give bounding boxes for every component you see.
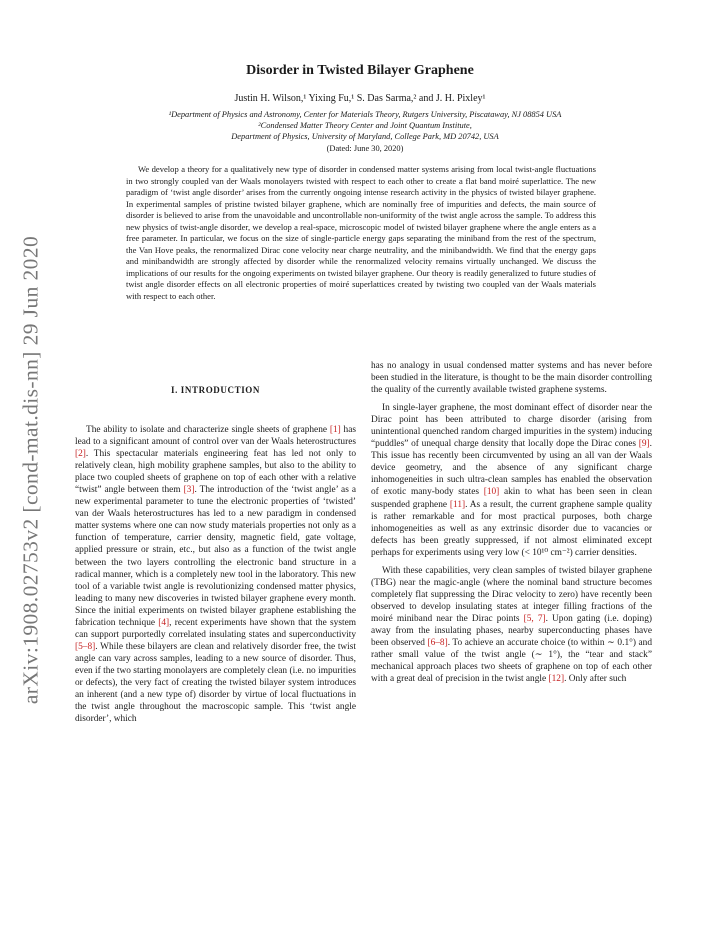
text-run: . To achieve an accurate choice (to within ∼ 0.1°) and rather small value of the twist angle (∼ 1°), the “tear and stack” mechanical approach places two sheets of graphene on top of each other with a great deal of precision in the twist angle [371,638,652,685]
text-run: In single-layer graphene, the most dominant effect of disorder near the Dirac point has been attributed to charge disorder (arising from unintentional quenched random charged impurities in the system) inducing “puddles” of unequal charge density that locally dope the Dirac cones [371,403,652,450]
text-run: With these capabilities, very clean samples of twisted bilayer graphene (TBG) near the magic-angle (where the nominal band structure becomes completely flat suppressing the Dirac velocity to zero) have recently been observed to develop insulating states at integer filling fractions of the moiré miniband near the Dirac points [371,565,652,624]
citation-link[interactable]: [10] [483,487,500,498]
citation-link[interactable]: [3] [183,485,195,496]
citation-link[interactable]: [11] [449,499,466,510]
dated-line: (Dated: June 30, 2020) [326,143,404,153]
affiliation-line: ²Condensed Matter Theory Center and Joint Quantum Institute, [258,121,472,131]
text-run: . Only after such [564,674,627,685]
text-run: The ability to isolate and characterize single sheets of graphene [86,425,330,435]
author-list: Justin H. Wilson,¹ Yixing Fu,¹ S. Das Sarma,² and J. H. Pixley¹ [234,93,486,104]
citation-link[interactable]: [2] [75,449,86,460]
abstract: We develop a theory for a qualitatively new type of disorder in condensed matter systems arising from local twist-angle fluctuations in two strongly coupled van der Waals monolayers twisted with respect to each other to create a flat band moiré superlattice. The new paradigm of ‘twist angle disorder’ arises from the currently ongoing intense research activity in the physics of twisted bilayer graphene. In experimental samples of pristine twisted bilayer graphene, which are nominally free of impurities and defects, the main source of disorder is believed to arise from the unavoidable and uncontrollable non-uniformity of the twist angle across the sample. To address this new physics of twist-angle disorder, we develop a real-space, microscopic model of twisted bilayer graphene where the angle enters as a free parameter. In particular, we focus on the size of single-particle energy gaps separating the miniband from the rest of the spectrum, the Van Hove peaks, the renormalized Dirac cone velocity near charge neutrality, and the minibandwidth. We find that the energy gaps and minibandwidth are strongly affected by disorder while the renormalized velocity remains virtually unchanged. We discuss the implications of our results for the ongoing experiments on twisted bilayer graphene. Our theory is readily generalized to future studies of twist angle disorder effects on all electronic properties of moiré superlattices created by twisting two coupled van der Waals materials with respect to each other. [126,164,596,302]
arxiv-stamp [14,0,48,932]
text-run: has lead to a significant amount of control over van der Waals heterostructures [75,425,356,448]
paragraph [371,565,652,685]
text-run: . Upon gating (i.e. doping) away from the insulating phases, nearby superconducting phases have been observed [371,613,652,649]
text-run: . This issue has recently been circumvented by using an all van der Waals device geometry, and the absence of any significant charge inhomogeneities in such ultra-clean samples has enabled the observation of exotic many-body states [371,439,652,498]
citation-link[interactable]: [4] [158,617,170,628]
text-run: . The introduction of the ‘twist angle’ as a new experimental parameter to tune the electronic properties of ‘twisted’ van der Waals heterostructures has led to a new paradigm in condensed matter systems where one can now study materials properties not only as a function of temperature, carrier density, magnetic field, gate voltage, applied pressure or strain, etc., but also as a function of the twist angle between the two layers controlling the electronic band structure in a radical manner, which is a completely new tool in the laboratory. This new tool of a variable twist angle is revolutionizing condensed matter physics, leading to many new discoveries in twisted bilayer graphene every month. Since the initial experiments on twisted bilayer graphene establishing the fabrication technique [75,485,356,628]
citation-link[interactable]: [5–8] [75,641,96,652]
citation-link[interactable]: [6–8] [427,638,448,649]
text-run: . As a result, the current graphene sample quality is rather remarkable and for most practical purposes, both charge inhomogeneities as well as any extrinsic disorder due to vacancies or defects has been greatly suppressed, if not almost eliminated except perhaps for experiments using very low (< 10¹⁰ cm⁻²) carrier densities. [371,499,652,558]
text-run: has no analogy in usual condensed matter systems and has never before been studied in the literature, is thought to be the main disorder controlling the quality of the currently available twisted graphene systems. [371,361,652,396]
arxiv-stamp-text: arXiv:1908.02753v2 [cond-mat.dis-nn] 29 Jun 2020 [18,235,43,705]
affiliation-line: Department of Physics, University of Maryland, College Park, MD 20742, USA [231,132,499,142]
affiliations [80,109,650,154]
text-run: . This spectacular materials engineering feat has led not only to relatively clean, high mobility graphene samples, but also to the ability to place two coupled sheets of graphene on top of each other with a relative “twist” angle between them [75,449,356,496]
left-column [75,385,356,725]
text-run: akin to what has been seen in clean suspended graphene [371,487,652,510]
paragraph [371,360,652,396]
citation-link[interactable]: [9] [638,439,650,450]
citation-link[interactable]: [1] [329,425,341,435]
affiliation-line: ¹Department of Physics and Astronomy, Center for Materials Theory, Rutgers University, Piscataway, NJ 08854 USA [168,110,562,119]
paragraph [75,424,356,725]
citation-link[interactable]: [5, 7] [523,613,546,624]
text-run: , recent experiments have shown that the system can support purportedly correlated insulating states and superconductivity [75,617,356,640]
paragraph [371,402,652,559]
section-heading: I. INTRODUCTION [170,385,260,395]
text-run: . While these bilayers are clean and relatively disorder free, the twist angle can vary across samples, leading to a new source of disorder. Thus, even if the two starting monolayers are completely clean (i.e. no impurities or defects), the very fact of creating the twisted bilayer system introduces an inherent (and a new type of) disorder by virtue of local fluctuations in the twist angle throughout the macroscopic sample. This ‘twist angle disorder’, which [75,641,356,725]
citation-link[interactable]: [12] [548,674,565,685]
paper-title: Disorder in Twisted Bilayer Graphene [246,63,474,78]
right-column [371,360,652,685]
